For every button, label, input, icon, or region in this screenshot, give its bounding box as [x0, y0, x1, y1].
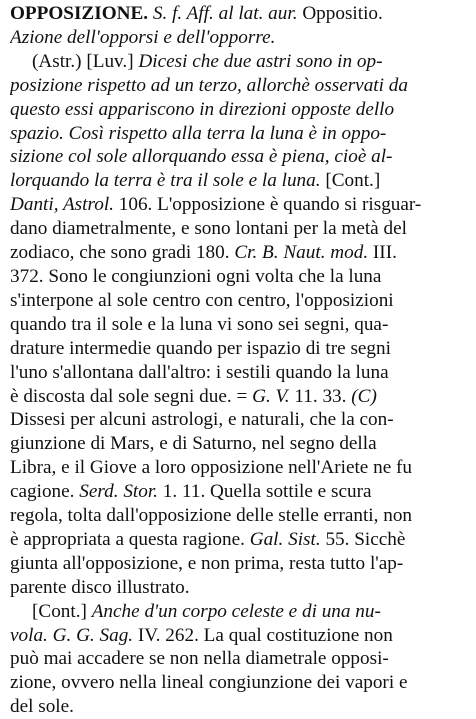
- text-segment: del sole.: [10, 696, 74, 718]
- dictionary-entry-opposizione: [10, 2, 468, 719]
- text-line: [10, 217, 468, 241]
- text-line: [10, 647, 468, 671]
- text-segment: regola, tolta dall'opposizione delle stelle erranti, non: [10, 505, 413, 527]
- text-segment: spazio. Così rispetto alla terra la luna è in oppo-: [10, 122, 387, 144]
- text-segment: Oppositio.: [297, 3, 383, 24]
- text-line: [10, 671, 468, 695]
- text-segment: 11. 33.: [289, 385, 352, 407]
- text-segment: 55. Sicchè: [320, 528, 406, 550]
- text-line: [10, 145, 468, 169]
- text-segment: Azione dell'opporsi e dell'opporre.: [10, 26, 276, 48]
- text-segment: lorquando la terra è tra il sole e la luna.: [10, 170, 321, 192]
- text-segment: vola. G. G. Sag.: [10, 624, 134, 646]
- text-segment: 106. L'opposizione è quando si risguar-: [113, 194, 422, 216]
- text-segment: Gal. Sist.: [249, 528, 321, 550]
- text-segment: l'uno s'allontana dall'altro: i sestili quando la luna: [10, 361, 389, 383]
- text-line: [10, 74, 468, 98]
- text-segment: dano diametralmente, e sono lontani per la metà del: [10, 218, 407, 240]
- text-line: [10, 456, 468, 480]
- text-segment: zodiaco, che sono gradi 180.: [10, 242, 235, 264]
- text-line: [10, 289, 468, 313]
- text-segment: 262. La qual costituzione non: [160, 624, 393, 646]
- text-segment: zione, ovvero nella lineal congiunzione dei vapori e: [10, 672, 408, 694]
- text-line: [10, 552, 468, 576]
- text-segment: [Cont.]: [32, 600, 92, 622]
- text-line: [10, 432, 468, 456]
- text-line: [10, 122, 468, 146]
- text-line: [10, 50, 468, 74]
- text-segment: questo essi appariscono in direzioni opposte dello: [10, 98, 395, 120]
- text-segment: III.: [368, 242, 397, 264]
- text-line: [10, 504, 468, 528]
- text-segment: posizione rispetto ad un terzo, allorchè osservati da: [10, 74, 408, 96]
- text-segment: [Cont.]: [320, 170, 381, 192]
- text-line: [10, 361, 468, 385]
- text-segment: Cr. B. Naut. mod.: [234, 242, 369, 264]
- text-segment: è discosta dal sole segni due. =: [10, 385, 253, 407]
- text-line: [10, 576, 468, 600]
- text-segment: S. f. Aff. al lat. aur.: [148, 3, 298, 24]
- text-line: [10, 337, 468, 361]
- text-segment: può mai accadere se non nella diametrale opposi-: [10, 648, 389, 670]
- text-segment: (C): [351, 385, 377, 407]
- text-line: [10, 241, 468, 265]
- text-line: [10, 2, 468, 26]
- text-segment: quando tra il sole e la luna vi sono sei segni, qua-: [10, 313, 389, 335]
- text-line: [10, 26, 468, 50]
- text-segment: drature intermedie quando per ispazio di tre segni: [10, 337, 391, 359]
- text-segment: Anche d'un corpo celeste e di una nu-: [91, 600, 381, 622]
- text-segment: 372. Sono le congiunzioni ogni volta che la luna: [10, 265, 382, 287]
- text-segment: Dicesi che due astri sono in op-: [138, 50, 383, 72]
- text-segment: giunta all'opposizione, e non prima, resta tutto l'ap-: [10, 552, 404, 574]
- text-line: [10, 528, 468, 552]
- text-segment: IV.: [133, 624, 161, 646]
- text-segment: Danti, Astrol.: [10, 194, 114, 216]
- text-segment: Serd. Stor.: [79, 481, 158, 503]
- text-segment: G. V.: [252, 385, 290, 407]
- text-segment: è appropriata a questa ragione.: [10, 528, 250, 550]
- text-segment: (Astr.) [Luv.]: [32, 50, 139, 72]
- text-line: [10, 624, 468, 648]
- text-line: [10, 600, 468, 624]
- text-segment: 1. 11. Quella sottile e scura: [157, 481, 372, 503]
- text-segment: Dissesi per alcuni astrologi, e naturali, che la con-: [10, 409, 394, 431]
- text-segment: giunzione di Mars, e di Saturno, nel segno della: [10, 433, 377, 455]
- text-line: [10, 385, 468, 409]
- text-line: [10, 98, 468, 122]
- text-segment: cagione.: [10, 481, 80, 503]
- text-line: [10, 265, 468, 289]
- text-line: [10, 695, 468, 719]
- text-segment: Libra, e il Giove a loro opposizione nell'Ariete ne fu: [10, 457, 413, 479]
- text-line: [10, 313, 468, 337]
- text-line: [10, 193, 468, 217]
- text-segment: s'interpone al sole centro con centro, l'opposizioni: [10, 289, 394, 311]
- text-line: [10, 169, 468, 193]
- text-line: [10, 408, 468, 432]
- text-line: [10, 480, 468, 504]
- text-segment: parente disco illustrato.: [10, 576, 190, 598]
- headword: OPPOSIZIONE.: [10, 3, 149, 24]
- text-segment: sizione col sole allorquando essa è piena, cioè al-: [10, 146, 393, 168]
